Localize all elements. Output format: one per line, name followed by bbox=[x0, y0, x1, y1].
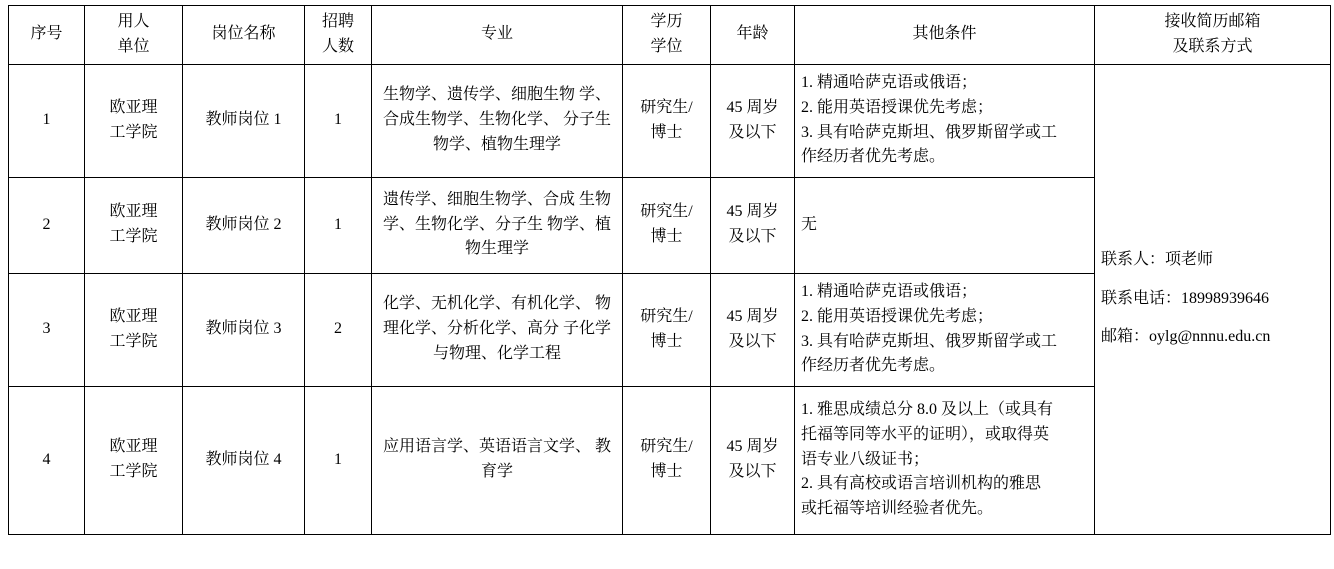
cell-line: 欧亚理 bbox=[109, 203, 158, 221]
cell-age bbox=[711, 386, 795, 534]
cell-line: 2. 能用英语授课优先考虑； bbox=[801, 307, 994, 325]
cell-line: 分子生物学、植物生理学 bbox=[432, 111, 612, 153]
cell-line: 物理化学、分析化学、高分 bbox=[382, 295, 612, 338]
cell-line: 及以下 bbox=[728, 332, 777, 350]
cell-headcount: 1 bbox=[305, 177, 372, 273]
cell-line: 45 周岁 bbox=[726, 98, 779, 116]
header-cell-age bbox=[711, 6, 795, 65]
cell-line: 工学院 bbox=[109, 332, 158, 350]
cell-line: 研究生/ bbox=[640, 98, 693, 116]
cell-line: 工学院 bbox=[109, 123, 158, 141]
header-line: 其他条件 bbox=[912, 25, 977, 43]
header-line: 单位 bbox=[117, 37, 150, 55]
cell-line: 45 周岁 bbox=[726, 203, 779, 221]
cell-no: 1 bbox=[9, 64, 85, 177]
header-line: 专业 bbox=[480, 25, 513, 43]
cell-line: 博士 bbox=[650, 228, 683, 246]
cell-no: 3 bbox=[9, 273, 85, 386]
cell-unit bbox=[85, 64, 183, 177]
cell-post-name: 教师岗位 4 bbox=[183, 386, 305, 534]
header-line: 年龄 bbox=[736, 25, 769, 43]
header-line: 人数 bbox=[321, 37, 354, 55]
cell-line: 3. 具有哈萨克斯坦、俄罗斯留学或工 bbox=[801, 123, 1058, 141]
header-line: 序号 bbox=[30, 25, 63, 43]
cell-unit bbox=[85, 386, 183, 534]
cell-line: 及以下 bbox=[728, 463, 777, 481]
header-line: 接收简历邮箱 bbox=[1164, 13, 1261, 30]
header-line: 及联系方式 bbox=[1172, 37, 1253, 55]
cell-degree bbox=[623, 177, 711, 273]
table-header bbox=[9, 6, 1331, 65]
cell-age bbox=[711, 273, 795, 386]
header-line: 岗位名称 bbox=[211, 25, 276, 43]
cell-line: 应用语言学、英语语言文学、 bbox=[382, 438, 591, 456]
cell-other-conditions bbox=[795, 177, 1095, 273]
cell-major bbox=[372, 273, 623, 386]
table-header-row bbox=[9, 6, 1331, 65]
cell-no: 4 bbox=[9, 386, 85, 534]
header-cell-major bbox=[372, 6, 623, 65]
cell-line: 工学院 bbox=[109, 228, 158, 246]
cell-line: 托福等同等水平的证明），或取得英 bbox=[801, 425, 1050, 443]
cell-line: 研究生/ bbox=[640, 203, 693, 221]
cell-other-conditions bbox=[795, 386, 1095, 534]
table-body bbox=[9, 64, 1331, 534]
cell-line: 博士 bbox=[650, 332, 683, 350]
cell-unit bbox=[85, 177, 183, 273]
cell-post-name: 教师岗位 3 bbox=[183, 273, 305, 386]
cell-line: 1. 精通哈萨克语或俄语； bbox=[801, 283, 978, 300]
header-cell-no bbox=[9, 6, 85, 65]
cell-line: 及以下 bbox=[728, 123, 777, 141]
contact-person: 联系人：项老师 bbox=[1101, 250, 1214, 268]
cell-line: 遗传学、细胞生物学、合成 bbox=[382, 190, 575, 208]
cell-contact-info bbox=[1095, 64, 1331, 534]
cell-line: 3. 具有哈萨克斯坦、俄罗斯留学或工 bbox=[801, 332, 1058, 350]
header-cell-unit bbox=[85, 6, 183, 65]
cell-line: 45 周岁 bbox=[726, 438, 779, 456]
cell-age bbox=[711, 177, 795, 273]
cell-line: 生物学、遗传学、细胞生物 bbox=[382, 86, 575, 104]
table-row bbox=[9, 64, 1331, 177]
cell-line: 及以下 bbox=[728, 228, 777, 246]
cell-age bbox=[711, 64, 795, 177]
cell-line: 2. 具有高校或语言培训机构的雅思 bbox=[801, 475, 1042, 493]
cell-line: 教育学 bbox=[480, 438, 612, 481]
cell-headcount: 1 bbox=[305, 64, 372, 177]
header-cell-contact bbox=[1095, 6, 1331, 65]
header-cell-number bbox=[305, 6, 372, 65]
cell-line: 无 bbox=[801, 215, 818, 233]
header-line: 招聘 bbox=[321, 13, 354, 30]
cell-line: 学、合成生物学、生物化学、 bbox=[382, 86, 612, 129]
cell-major bbox=[372, 386, 623, 534]
cell-line: 1. 精通哈萨克语或俄语； bbox=[801, 74, 978, 91]
cell-line: 语专业八级证书； bbox=[801, 450, 930, 468]
cell-line: 45 周岁 bbox=[726, 307, 779, 325]
header-cell-degree bbox=[623, 6, 711, 65]
cell-line: 化学、无机化学、有机化学、 bbox=[382, 295, 591, 313]
cell-line: 1. 雅思成绩总分 8.0 及以上（或具有 bbox=[801, 401, 1054, 419]
cell-post-name: 教师岗位 1 bbox=[183, 64, 305, 177]
cell-major bbox=[372, 64, 623, 177]
cell-headcount: 2 bbox=[305, 273, 372, 386]
cell-line: 工学院 bbox=[109, 463, 158, 481]
cell-line: 2. 能用英语授课优先考虑； bbox=[801, 98, 994, 116]
contact-email: 邮箱：oylg@nnnu.edu.cn bbox=[1101, 328, 1271, 346]
cell-unit bbox=[85, 273, 183, 386]
cell-line: 作经历者优先考虑。 bbox=[801, 357, 946, 375]
cell-other-conditions bbox=[795, 273, 1095, 386]
header-line: 学历 bbox=[650, 13, 683, 30]
document-page bbox=[0, 5, 1334, 569]
contact-phone: 联系电话：18998939646 bbox=[1101, 289, 1270, 307]
cell-line: 物学、植物生理学 bbox=[464, 215, 612, 258]
cell-degree bbox=[623, 64, 711, 177]
cell-degree bbox=[623, 273, 711, 386]
header-line: 用人 bbox=[117, 13, 150, 30]
header-line: 学位 bbox=[650, 37, 683, 55]
cell-line: 或托福等培训经验者优先。 bbox=[801, 500, 994, 518]
cell-line: 欧亚理 bbox=[109, 438, 158, 456]
cell-headcount: 1 bbox=[305, 386, 372, 534]
cell-line: 作经历者优先考虑。 bbox=[801, 148, 946, 166]
cell-line: 生物学、生物化学、分子生 bbox=[382, 190, 612, 233]
header-cell-other-conditions bbox=[795, 6, 1095, 65]
cell-line: 子化学与物理、化学工程 bbox=[432, 320, 612, 362]
cell-other-conditions bbox=[795, 64, 1095, 177]
recruitment-table bbox=[8, 5, 1331, 535]
cell-degree bbox=[623, 386, 711, 534]
cell-line: 研究生/ bbox=[640, 307, 693, 325]
header-cell-post bbox=[183, 6, 305, 65]
cell-no: 2 bbox=[9, 177, 85, 273]
cell-line: 研究生/ bbox=[640, 438, 693, 456]
cell-major bbox=[372, 177, 623, 273]
cell-line: 博士 bbox=[650, 123, 683, 141]
cell-line: 欧亚理 bbox=[109, 307, 158, 325]
cell-post-name: 教师岗位 2 bbox=[183, 177, 305, 273]
cell-line: 博士 bbox=[650, 463, 683, 481]
cell-line: 欧亚理 bbox=[109, 98, 158, 116]
